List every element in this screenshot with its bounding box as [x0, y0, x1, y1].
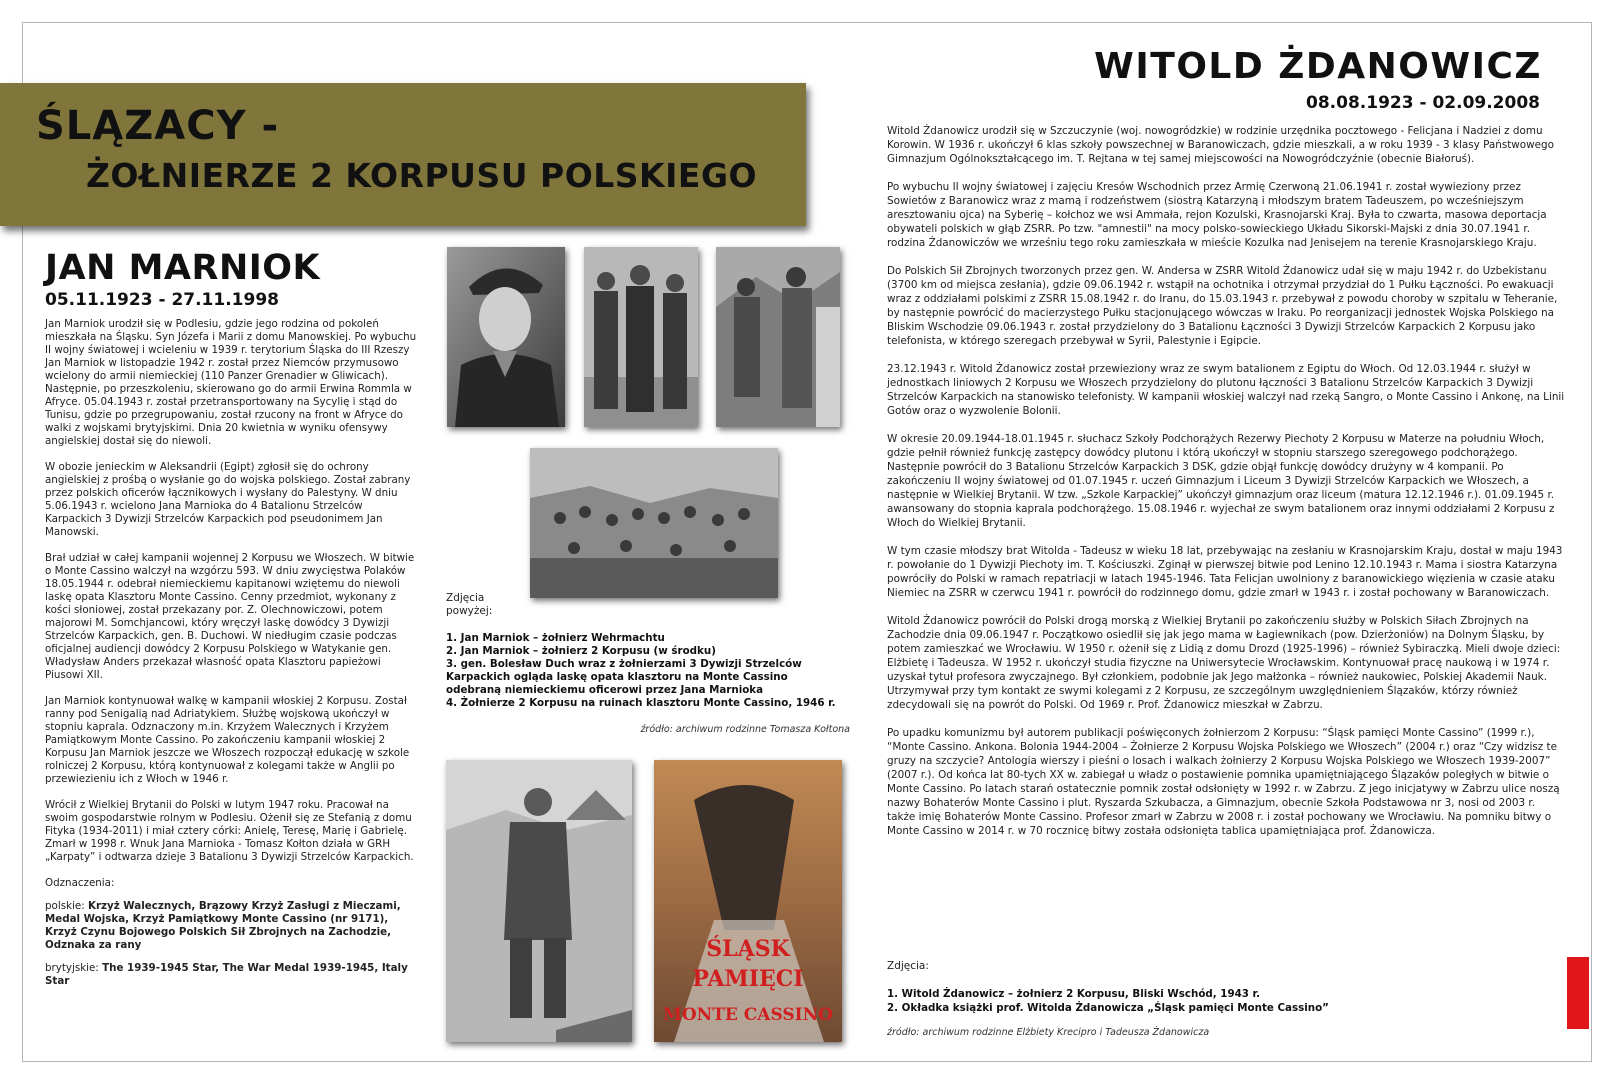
photo-zdanowicz-soldier [446, 760, 632, 1042]
banner-title-line2: ŻOŁNIERZE 2 KORPUSU POLSKIEGO [86, 156, 758, 195]
captions-list-middle [446, 632, 846, 710]
book-title-line1: ŚLĄSK [706, 936, 790, 962]
awards-british-list: The 1939-1945 Star, The War Medal 1939-1945, Italy Star [45, 962, 408, 987]
bio-paragraph: Witold Żdanowicz urodził się w Szczuczynie (woj. nowogródzkie) w rodzinie urzędnika pocztowego - Felicjana i Nadziei z domu Korowin. W 1936 r. ukończył 6 klas szkoły powszechnej w Baranowiczach, gdzie mieszkali, a w roku 1939 - 3 klasy Państwowego Gimnazjum Ogólnokształcącego im. T. Rejtana w tej samej miejscowości na Nowogródczyźnie (obecnie Białoruś). [887, 125, 1555, 165]
bio-paragraph: Po upadku komunizmu był autorem publikacji poświęconych żołnierzom 2 Korpusu: “Śląsk pamięci Monte Cassino” (1999 r.), “Monte Cassino. Ankona. Bolonia 1944-2004 – Żołnierze 2 Korpusu Wojska Polskiego we Włoszech” (2004 r.) oraz “Czy widzisz te gruzy na szczycie? Antologia wierszy i pieśni o losach i walkach żołnierzy 2 Korpusu Wojska Polskiego we Włoszech 1939-2007” (2007 r.). Od końca lat 80-tych XX w. zabiegał u władz o postawienie pomnika upamiętniającego Ślązaków poległych w bitwie o Monte Cassino. Po latach starań ostatecznie pomnik został odsłonięty w 1992 r. w Zabrzu. Z jego inicjatywy w Zabrzu ulice noszą nazwy Bohaterów Monte Cassino i plut. Ryszarda Szkubacza, a Gimnazjum, obecnie Szkoła Podstawowa nr 3, nosi od 2003 r. także imię Bohaterów Monte Cassino. Profesor zmarł w Zabrzu w 2008 r. i został pochowany we Wrocławiu. Na pomniku bitwy o Monte Cassino w 2014 r. w 70 rocznicę bitwy została odsłonięta tablica upamiętniająca prof. Żdanowicza. [887, 727, 1560, 837]
caption-item: 1. Witold Żdanowicz – żołnierz 2 Korpusu, Bliski Wschód, 1943 r. [887, 988, 1261, 1000]
caption-item: 1. Jan Marniok – żołnierz Wehrmachtu [446, 632, 665, 644]
source-note-right: źródło: archiwum rodzinne Elżbiety Krecipro i Tadeusza Żdanowicza [887, 1027, 1210, 1038]
caption-item: 2. Jan Marniok – żołnierz 2 Korpusu (w środku) [446, 645, 716, 657]
bio-paragraph: Do Polskich Sił Zbrojnych tworzonych przez gen. W. Andersa w ZSRR Witold Żdanowicz udał się w maju 1942 r. do Uzbekistanu (3700 km od miejsca zesłania), gdzie 09.06.1942 r. wstąpił na ochotnika i otrzymał przydział do 1 Pułku Łączności. Po ewakuacji wraz z oddziałami polskimi z ZSRR 15.08.1942 r. do Iranu, do 15.03.1943 r. przebywał z powodu choroby w szpitalu w Teheranie, by następnie powrócić do macierzystego Pułku stacjonującego wówczas w Iraku. Po reorganizacji jednostek Wojska Polskiego na Bliskim Wschodzie 09.06.1943 r. został przydzielony do 3 Batalionu Łączności 3 Dywizji Strzelców Karpackich 2 Korpusu jako telefonista, w którego szeregach przebywał w Syrii, Palestynie i Egipcie. [887, 265, 1558, 347]
bio-paragraph: W obozie jenieckim w Aleksandrii (Egipt) zgłosił się do ochrony angielskiej z prośbą o wysłanie go do wojska polskiego. Został zabrany przez polskich oficerów łącznikowych i wysłany do Palestyny. W dniu 5.06.1943 r. wcielono Jana Marnioka do 4 Batalionu Strzelców Karpackich 3 Dywizji Strzelców Karpackich pod pseudonimem Jan Manowski. [45, 461, 411, 538]
title-banner [0, 83, 806, 226]
awards-polish-prefix: polskie: [45, 900, 88, 912]
person-dates-zdanowicz: 08.08.1923 - 02.09.2008 [1306, 93, 1540, 113]
captions-list-right [887, 987, 1407, 1015]
bio-paragraph: Wrócił z Wielkiej Brytanii do Polski w lutym 1947 roku. Pracował na swoim gospodarstwie rolnym w Podlesiu. Ożenił się ze Stefanią z domu Fityka (1934-2011) i miał cztery córki: Anielę, Teresę, Marię i Gabrielę. Zmarł w 1998 r. Wnuk Jana Marnioka - Tomasz Kołton działa w GRH „Karpaty” i odtwarza dzieje 3 Batalionu 3 Dywizji Strzelców Karpackich. [45, 799, 414, 863]
person-name-marniok: JAN MARNIOK [45, 248, 321, 288]
bio-paragraph: W tym czasie młodszy brat Witolda - Tadeusz w wieku 18 lat, przebywając na zesłaniu w Krasnojarskim Kraju, dostał w maju 1943 r. powołanie do 1 Dywizji Piechoty im. T. Kościuszki. Zginął w pierwszej bitwie pod Lenino 12.10.1943 r. Mama i siostra Katarzyna powróciły do Polski w ramach repatriacji w latach 1945-1946. Tata Felicjan uwolniony z baranowickiego więzienia w czasie ataku Niemiec na ZSRR w czerwcu 1941 r. powrócił do rodzinnego domu, gdzie zmarł w 1943 r. i został pochowany w Baranowiczach. [887, 545, 1563, 599]
biography-zdanowicz [887, 124, 1565, 852]
red-corner-mark [1567, 957, 1589, 1029]
bio-paragraph: 23.12.1943 r. Witold Żdanowicz został przewieziony wraz ze swym batalionem z Egiptu do Włoch. Od 12.03.1944 r. służył w jednostkach liniowych 2 Korpusu we Włoszech przydzielony do plutonu łączności 3 Batalionu Strzelców Karpackich 3 Dywizji Strzelców Karpackich na stanowisko telefonisty. W kampanii włoskiej walczył nad rzeką Sangro, o Monte Cassino i Ankonę, na Linii Gotów oraz o wyzwolenie Bolonii. [887, 363, 1565, 417]
caption-item: 2. Okładka książki prof. Witolda Żdanowicza „Śląsk pamięci Monte Cassino” [887, 1002, 1329, 1014]
bio-paragraph: Brał udział w całej kampanii wojennej 2 Korpusu we Włoszech. W bitwie o Monte Cassino walczył na wzgórzu 593. W dniu zwycięstwa Polaków 18.05.1944 r. odebrał niemieckiemu kapitanowi wziętemu do niewoli laskę opata Klasztoru Monte Cassino. Cenny przedmiot, wykonany z kości słoniowej, został przekazany por. Z. Olechnowiczowi, potem majorowi M. Somchjancowi, który wręczył laskę dowódcy 3 Dywizji Strzelców Karpackich, gen. B. Duchowi. W niedługim czasie podczas oficjalnej audiencji dowódcy 2 Korpusu Polskiego w Watykanie gen. Władysław Anders przekazał własność opata Klasztoru papieżowi Piusowi XII. [45, 552, 415, 681]
captions-label-right: Zdjęcia: [887, 960, 929, 972]
awards-heading: Odznaczenia: [45, 877, 115, 889]
bio-paragraph: Po wybuchu II wojny światowej i zajęciu Kresów Wschodnich przez Armię Czerwoną 21.06.1941 r. został wywieziony przez Sowietów z Baranowicz wraz z mamą i rodzeństwem (siostrą Katarzyną i młodszym bratem Tadeuszem, po wcześniejszym aresztowaniu ojca) na Syberię – kołchoz we wsi Ammała, rejon Kozulski, Krasnojarski Kraj. Była to czwarta, masowa deportacja obywateli polskich w głąb ZSRR. Po tzw. "amnestii" na mocy polsko-sowieckiego Układu Sikorski-Majski z dnia 30.07.1941 r. rodzina Żdanowiczów we wrześniu tego roku zamieszkała w mieście Kozulka nad Jenisejem na terenie Krasnojarskiego Kraju. [887, 181, 1547, 249]
bio-paragraph: W okresie 20.09.1944-18.01.1945 r. słuchacz Szkoły Podchorążych Rezerwy Piechoty 2 Korpusu w Materze na południu Włoch, gdzie pełnił również funkcję zastępcy dowódcy plutonu i którą ukończył w stopniu starszego szeregowego podchorążego. Następnie powrócił do 3 Batalionu Strzelców Karpackich 3 DSK, gdzie objął funkcję dowódcy drużyny w 4 kompanii. Po zakończeniu II wojny światowej od 01.07.1945 r. uczeń Gimnazjum i Liceum 3 Dywizji Strzelców Karpackich we Włoszech, a następnie w Wielkiej Brytanii. W tzw. „Szkole Karpackiej” ukończył gimnazjum oraz liceum (matura 12.12.1946 r.). 01.09.1945 r. awansowany do stopnia kaprala podchorążego. 15.08.1946 r. wyjechał ze swym batalionem oraz innymi oddziałami 2 Korpusu z Włoch do Wielkiej Brytanii. [887, 433, 1555, 529]
caption-item: 3. gen. Bolesław Duch wraz z żołnierzami 3 Dywizji Strzelców Karpackich ogląda laskę opata klasztoru na Monte Cassino odebraną niemieckiemu oficerowi przez Jana Marnioka [446, 658, 802, 696]
bio-paragraph: Witold Żdanowicz powrócił do Polski drogą morską z Wielkiej Brytanii po zakończeniu służby w Polskich Siłach Zbrojnych na Zachodzie dnia 09.06.1947 r. Początkowo osiedlił się jak jego mama w Łagiewnikach (pow. Dzierżoniów) na Dolnym Śląsku, by potem zamieszkać we Wrocławiu. W 1950 r. ożenił się z Lidią z domu Drozd (1925-1996) – również Sybiraczką. Mieli dwoje dzieci: Elżbietę i Tadeusza. W 1952 r. ukończył studia fizyczne na Uniwersytecie Wrocławskim. Kontynuował pracę naukową i w 1974 r. uzyskał tytuł profesora zwyczajnego. Był członkiem, podobnie jak Jego małżonka – również naukowiec, Polskiej Akademii Nauk. Utrzymywał przy tym kontakt ze swymi kolegami z 2 Korpusu, ze szczególnym uwzględnieniem Ślązaków, którzy również zdecydowali się na powrót do Polski. Od 1969 r. Prof. Żdanowicz mieszkał w Zabrzu. [887, 615, 1561, 711]
photo-marniok-wehrmacht [447, 247, 565, 427]
banner-title-line1: ŚLĄZACY - [36, 103, 280, 149]
awards-polish-list: Krzyż Walecznych, Brązowy Krzyż Zasługi z Mieczami, Medal Wojska, Krzyż Pamiątkowy Monte Cassino (nr 9171), Krzyż Czynu Bojowego Polskich Sił Zbrojnych na Zachodzie, Odznaka za rany [45, 900, 401, 951]
bio-paragraph: Jan Marniok urodził się w Podlesiu, gdzie jego rodzina od pokoleń mieszkała na Śląsku. Syn Józefa i Marii z domu Manowskiej. Po wybuchu II wojny światowej i wcieleniu w 1939 r. terytorium Śląska do III Rzeszy Jan Marniok w listopadzie 1942 r. został przez Niemców przymusowo wcielony do armii niemieckiej (110 Panzer Grenadier w Gliwicach). Następnie, po przeszkoleniu, skierowano go do armii Erwina Rommla w Afryce. 05.04.1943 r. został przetransportowany na Sycylię i stąd do Tunisu, gdzie po przegrupowaniu, został rzucony na front w Afryce do walki z wojskami brytyjskimi. Dnia 20 kwietnia w wyniku ofensywy angielskiej dostał się do niewoli. [45, 318, 417, 447]
book-cover-slask-pamieci [654, 760, 842, 1042]
awards-british [45, 962, 421, 988]
book-title-line2: PAMIĘCI [692, 966, 804, 992]
source-note-middle: źródło: archiwum rodzinne Tomasza Kołtona [640, 724, 850, 735]
photo-gen-duch-cane [716, 247, 840, 427]
person-name-zdanowicz: WITOLD ŻDANOWICZ [1094, 46, 1542, 87]
photo-soldiers-ruins-monte-cassino [530, 448, 778, 598]
book-title-line3: MONTE CASSINO [663, 1005, 833, 1025]
photo-marniok-2-korpus [584, 247, 698, 427]
caption-item: 4. Żołnierze 2 Korpusu na ruinach klasztoru Monte Cassino, 1946 r. [446, 697, 836, 709]
person-dates-marniok: 05.11.1923 - 27.11.1998 [45, 290, 279, 310]
awards-british-prefix: brytyjskie: [45, 962, 103, 974]
bio-paragraph: Jan Marniok kontynuował walkę w kampanii włoskiej 2 Korpusu. Został ranny pod Senigalią nad Adriatykiem. Służbę wojskową ukończył w stopniu kaprala. Odznaczony m.in. Krzyżem Walecznych i Krzyżem Pamiątkowym Monte Cassino. Po zakończeniu kampanii włoskiej 2 Korpusu Jan Marniok jeszcze we Włoszech rozpoczął edukację w szkole rolniczej 2 Korpusu, którą kontynuował z kolegami także w Anglii po przewiezieniu ich z Włoch w 1946 r. [45, 695, 410, 785]
awards-polish [45, 900, 421, 952]
biography-marniok [45, 318, 421, 998]
captions-label-middle: Zdjęcia powyżej: [446, 592, 493, 617]
